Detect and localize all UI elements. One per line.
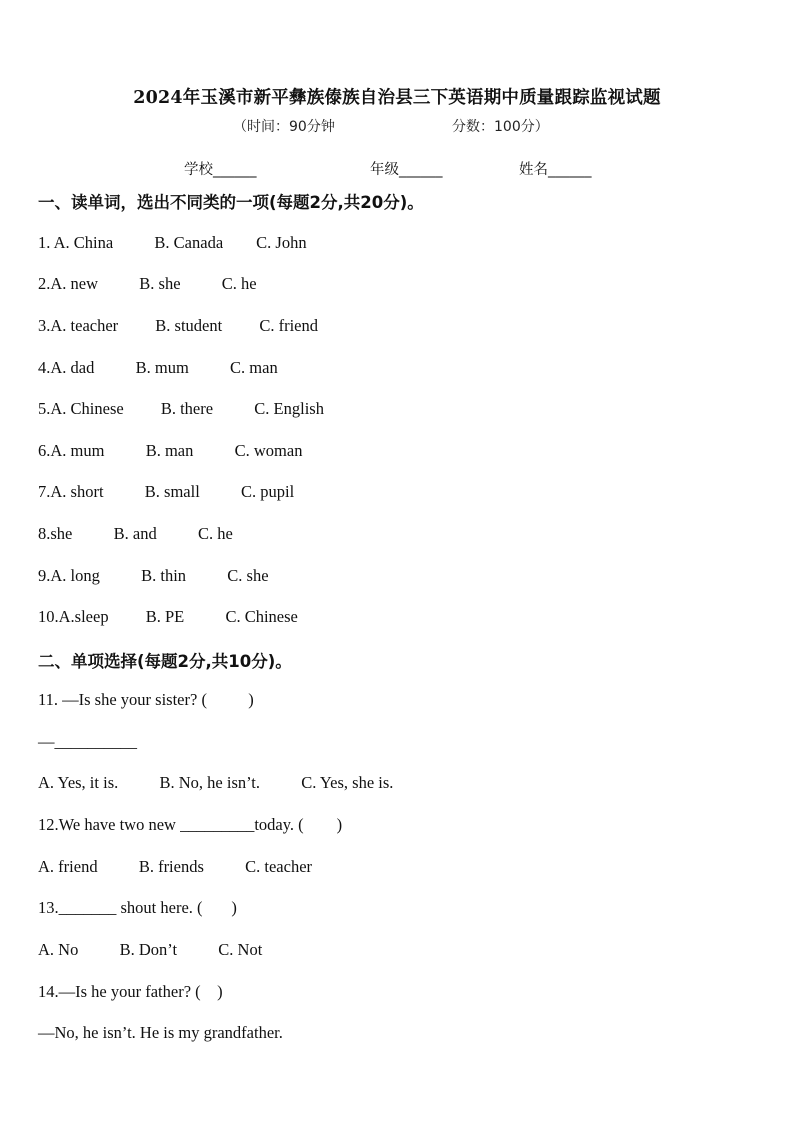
question-6: 6.A. mum B. man C. woman (38, 441, 303, 460)
question-13: 13._______ shout here. ( ) (38, 898, 237, 917)
question-14: 14.—Is he your father? ( ) (38, 982, 223, 1001)
question-4: 4.A. dad B. mum C. man (38, 358, 278, 377)
question-13-options: A. No B. Don’t C. Not (38, 940, 263, 959)
section-1-heading: 一、读单词，选出不同类的一项(每题2分,共20分)。 (38, 193, 424, 212)
question-5: 5.A. Chinese B. there C. English (38, 399, 324, 418)
name-field: 姓名______ (519, 162, 592, 178)
question-2: 2.A. new B. she C. he (38, 274, 257, 293)
grade-field: 年级______ (370, 162, 443, 178)
question-8: 8.she B. and C. he (38, 524, 233, 543)
question-10: 10.A.sleep B. PE C. Chinese (38, 607, 298, 626)
question-14-reply: —No, he isn’t. He is my grandfather. (38, 1023, 283, 1042)
question-11-options: A. Yes, it is. B. No, he isn’t. C. Yes, she is. (38, 773, 394, 792)
question-12-options: A. friend B. friends C. teacher (38, 857, 313, 876)
question-3: 3.A. teacher B. student C. friend (38, 316, 318, 335)
question-11-answer-line: —__________ (38, 732, 137, 751)
question-1: 1. A. China B. Canada C. John (38, 233, 307, 252)
exam-title: 2024年玉溪市新平彝族傣族自治县三下英语期中质量跟踪监视试题 (133, 88, 661, 108)
question-9: 9.A. long B. thin C. she (38, 566, 269, 585)
question-12: 12.We have two new _________today. ( ) (38, 815, 343, 834)
exam-score: 分数：100分） (452, 119, 549, 135)
question-7: 7.A. short B. small C. pupil (38, 482, 295, 501)
section-2-heading: 二、单项选择(每题2分,共10分)。 (38, 652, 292, 671)
school-field: 学校______ (184, 162, 257, 178)
question-11: 11. —Is she your sister? ( ) (38, 690, 254, 709)
exam-time: （时间：90分钟 (233, 119, 335, 135)
